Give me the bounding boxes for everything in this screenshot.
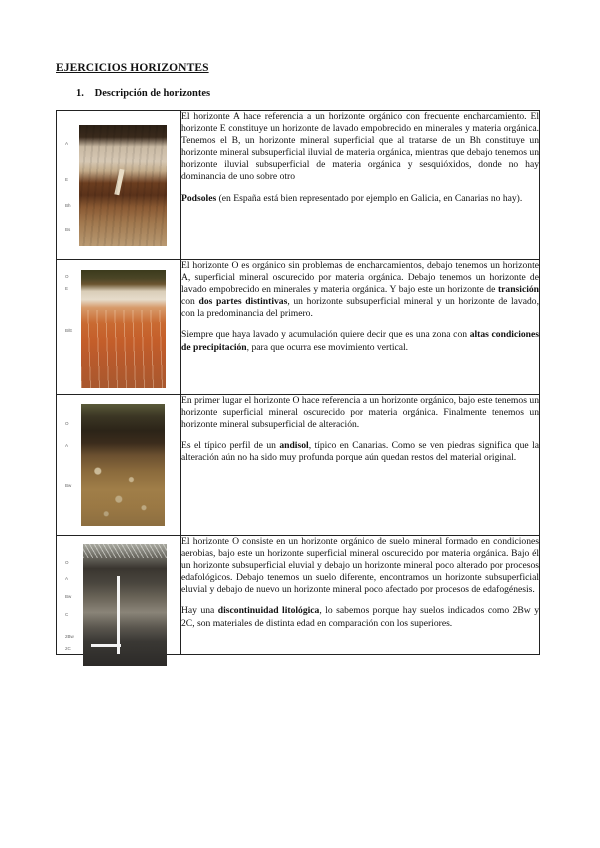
horizon-label: C [65, 612, 69, 617]
bold-term: andisol [279, 440, 309, 452]
horizon-label: O [65, 274, 69, 279]
soil-profile-image-cell [57, 260, 181, 395]
soil-profile-photo [83, 544, 167, 666]
bold-term: Podsoles [181, 192, 217, 204]
section-number: 1. [76, 88, 84, 99]
horizon-description [181, 111, 540, 260]
table-row [57, 536, 540, 655]
description-paragraph [181, 536, 539, 596]
table-row [57, 395, 540, 536]
measuring-scale [117, 576, 120, 654]
text-run: , un horizonte subsuperficial mineral y un horizonte de lavado, con la predominancia del primero. [181, 296, 539, 320]
text-run: En primer lugar el horizonte O hace referencia a un horizonte orgánico, bajo este tenemos un horizonte superficial mineral oscurecido por materia orgánica. Finalmente tenemos un horizonte mineral subsuperficial de alteración. [181, 395, 539, 431]
horizon-label: Bs [65, 227, 71, 232]
text-run: , lo sabemos porque hay suelos indicados como 2Bw y 2C, son materiales de distinta edad en comparación con los superiores. [181, 605, 539, 629]
soil-profile-photo [79, 125, 167, 246]
horizon-description [181, 395, 540, 536]
text-run: Hay una [181, 605, 218, 617]
text-run: Siempre que haya lavado y acumulación quiere decir que es una zona con [181, 329, 470, 341]
horizon-label: A [65, 443, 69, 448]
horizon-label: B/E [65, 328, 73, 333]
bold-term: discontinuidad litológica [217, 605, 320, 617]
bold-term: transición [497, 284, 539, 296]
text-run: (en España está bien representado por ejemplo en Galicia, en Canarias no hay). [216, 192, 523, 204]
soil-profile-image-cell [57, 395, 181, 536]
horizon-label: 2Bw [65, 634, 74, 639]
text-run: Es el típico perfil de un [181, 440, 280, 452]
horizon-label: A [65, 141, 69, 146]
horizon-label: E [65, 177, 69, 182]
horizons-table [56, 110, 540, 655]
text-run: con [181, 296, 199, 308]
soil-profile-image-cell [57, 536, 181, 655]
description-paragraph [181, 605, 539, 629]
text-run: , típico en Canarias. Como se ven piedras significa que la alteración aún no ha sido muy profunda porque aún quedan restos del material original. [181, 440, 540, 464]
horizon-label: A [65, 576, 69, 581]
text-run: El horizonte O es orgánico sin problemas de encharcamientos, debajo tenemos un horizonte A, superficial mineral oscurecido por materia orgánica. Debajo tenemos un horizonte de lavado empobrecido en minerales y materia orgánica. Y bajo este un horizonte de [181, 260, 539, 296]
description-paragraph [181, 193, 539, 205]
soil-profile-photo [81, 270, 166, 388]
bold-term: altas condiciones de precipitación [181, 329, 539, 353]
horizon-description [181, 536, 540, 655]
horizon-label: Bh [65, 203, 71, 208]
description-paragraph [181, 260, 539, 320]
horizon-description [181, 260, 540, 395]
measuring-scale [91, 644, 121, 647]
horizon-label: O [65, 421, 69, 426]
description-paragraph [181, 395, 539, 431]
table-row [57, 260, 540, 395]
soil-profile-image-cell [57, 111, 181, 260]
horizon-label: O [65, 560, 69, 565]
text-run: El horizonte O consiste en un horizonte orgánico de suelo mineral formado en condiciones aerobias, bajo este un horizonte superficial mineral oscurecido por materia orgánica. Bajo él un horizonte subsuperficial eluvial y debajo un horizonte mineral poco alterado por procesos edafológicos. Debajo tenemos un suelo diferente, encontramos un horizonte subsuperficial eluvial y debajo de nuevo un horizonte mineral poco afectado por procesos de edafogénesis. [181, 536, 539, 596]
description-paragraph [181, 329, 539, 353]
table-row [57, 111, 540, 260]
text-run: El horizonte A hace referencia a un horizonte orgánico con frecuente encharcamiento. El horizonte E constituye un horizonte de lavado empobrecido en minerales y materia orgánica. Tenemos el B, un horizonte mineral superficial que al tratarse de un Bh constituye un horizonte mineral subsuperficial iluvial de materia orgánica, mientras que debajo tenemos un horizonte iluvial subsuperficial de materia orgánica y sesquióxidos, donde no hay dominancia de uno sobre otro [181, 111, 539, 183]
horizon-label: 2C [65, 646, 71, 651]
bold-term: dos partes distintivas [198, 296, 288, 308]
page-title: EJERCICIOS HORIZONTES [56, 62, 209, 74]
soil-profile-photo [81, 404, 165, 526]
section-heading [76, 88, 210, 99]
section-label: Descripción de horizontes [94, 88, 211, 99]
description-paragraph [181, 440, 539, 464]
horizon-label: Bw [65, 594, 72, 599]
text-run: , para que ocurra ese movimiento vertical. [246, 341, 409, 353]
horizon-label: E [65, 286, 69, 291]
description-paragraph [181, 111, 539, 184]
horizon-label: Bw [65, 483, 72, 488]
